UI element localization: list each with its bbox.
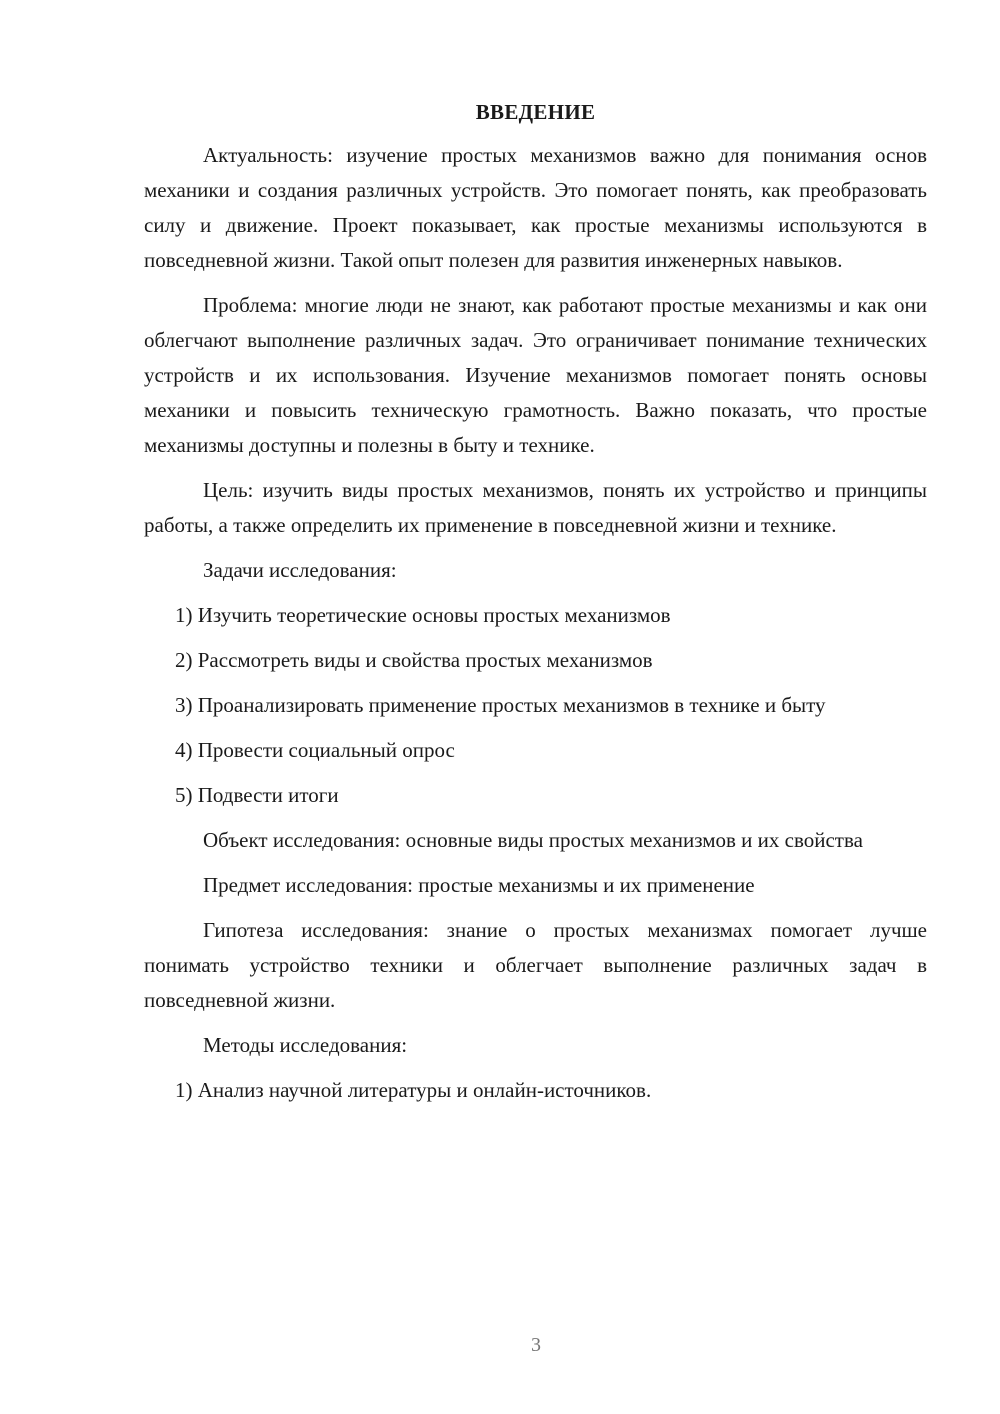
object-paragraph: Объект исследования: основные виды простых механизмов и их свойства	[203, 828, 863, 852]
section-title: ВВЕДЕНИЕ	[475, 100, 596, 124]
goal-paragraph: Цель: изучить виды простых механизмов, понять их устройство и принципы работы, а также определить их применение в повседневной жизни и технике.	[144, 478, 927, 537]
task-item: 2) Рассмотреть виды и свойства простых механизмов	[175, 648, 653, 672]
document-page	[144, 96, 927, 1118]
problem-paragraph: Проблема: многие люди не знают, как работают простые механизмы и как они облегчают выполнение различных задач. Это ограничивает понимание технических устройств и их использования. Изучение механизмов помогает понять основы механики и повысить техническую грамотность. Важно показать, что простые механизмы доступны и полезны в быту и технике.	[144, 293, 927, 457]
hypothesis-paragraph: Гипотеза исследования: знание о простых механизмах помогает лучше понимать устройство техники и облегчает выполнение различных задач в повседневной жизни.	[144, 918, 927, 1012]
task-item: 1) Изучить теоретические основы простых механизмов	[175, 603, 671, 627]
task-item: 3) Проанализировать применение простых механизмов в технике и быту	[175, 693, 826, 717]
task-item: 5) Подвести итоги	[175, 783, 339, 807]
relevance-paragraph: Актуальность: изучение простых механизмов важно для понимания основ механики и создания различных устройств. Это помогает понять, как преобразовать силу и движение. Проект показывает, как простые механизмы используются в повседневной жизни. Такой опыт полезен для развития инженерных навыков.	[144, 143, 927, 272]
methods-heading: Методы исследования:	[203, 1033, 408, 1057]
page-number: 3	[531, 1334, 541, 1356]
tasks-heading: Задачи исследования:	[203, 558, 397, 582]
subject-paragraph: Предмет исследования: простые механизмы и их применение	[203, 873, 755, 897]
task-item: 4) Провести социальный опрос	[175, 738, 455, 762]
method-item: 1) Анализ научной литературы и онлайн-источников.	[175, 1078, 652, 1102]
